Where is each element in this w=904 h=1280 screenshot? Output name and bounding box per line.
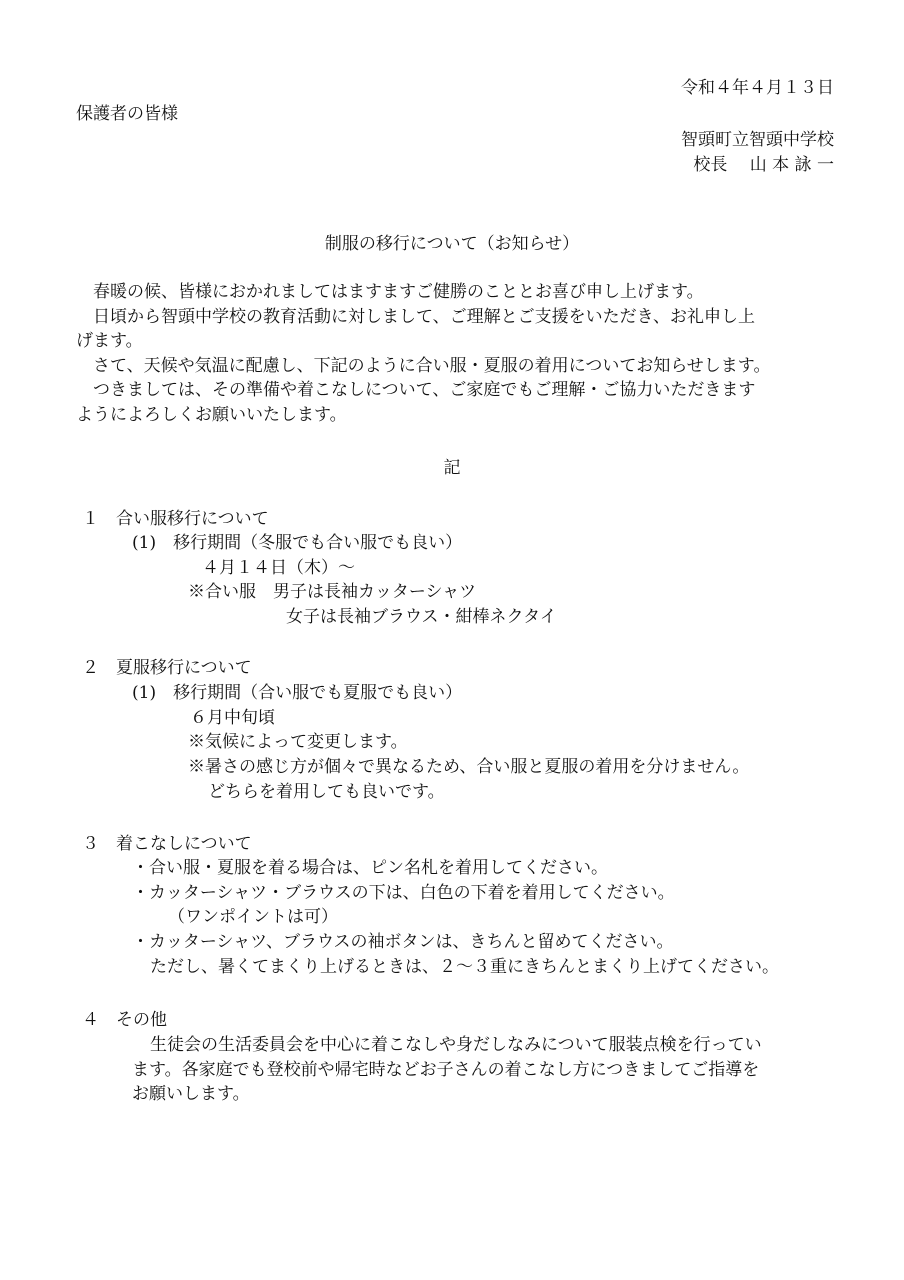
section-1-note-1: ※合い服 男子は長袖カッターシャツ (188, 582, 477, 602)
ki-heading: 記 (443, 458, 461, 478)
section-4-line-3: お願いします。 (132, 1084, 250, 1104)
section-1-heading: １ 合い服移行について (82, 509, 269, 529)
section-3-bullet-3-note: ただし、暑くてまくり上げるときは、２～３重にきちんとまくり上げてください。 (150, 957, 779, 977)
recipient: 保護者の皆様 (76, 104, 178, 124)
intro-line-1: 春暖の候、皆様におかれましてはますますご健勝のこととお喜び申し上げます。 (93, 282, 704, 302)
intro-line-3: げます。 (76, 331, 143, 351)
section-1-date: ４月１４日（木）～ (202, 558, 355, 578)
section-3-heading: ３ 着こなしについて (82, 834, 252, 854)
section-2-note-2: ※暑さの感じ方が個々で異なるため、合い服と夏服の着用を分けません。 (188, 757, 750, 777)
section-4-line-2: ます。各家庭でも登校前や帰宅時などお子さんの着こなし方につきましてご指導を (132, 1060, 760, 1080)
section-4-line-1: 生徒会の生活委員会を中心に着こなしや身だしなみについて服装点検を行ってい (150, 1035, 762, 1055)
document-title: 制服の移行について（お知らせ） (324, 234, 580, 254)
intro-line-2: 日頃から智頭中学校の教育活動に対しまして、ご理解とご支援をいただき、お礼申し上 (93, 307, 755, 327)
section-1-note-2: 女子は長袖ブラウス・紺棒ネクタイ (286, 607, 557, 627)
section-2-note-3: どちらを着用しても良いです。 (208, 782, 445, 802)
section-3-bullet-2: ・カッターシャツ・ブラウスの下は、白色の下着を着用してください。 (132, 883, 675, 903)
section-3-bullet-3: ・カッターシャツ、ブラウスの袖ボタンは、きちんと留めてください。 (132, 932, 674, 952)
section-3-bullet-2-note: （ワンポイントは可） (168, 907, 338, 927)
section-2-item: (1) 移行期間（合い服でも夏服でも良い） (132, 683, 463, 703)
section-2-note-1: ※気候によって変更します。 (188, 732, 408, 752)
letter-date: 令和４年４月１３日 (681, 78, 834, 98)
intro-line-6: ようによろしくお願いいたします。 (76, 405, 347, 425)
section-2-date: ６月中旬頃 (190, 708, 275, 728)
principal-name: 校長 山 本 詠 一 (693, 155, 834, 175)
section-4-heading: ４ その他 (82, 1010, 167, 1030)
section-1-item: (1) 移行期間（冬服でも合い服でも良い） (132, 533, 463, 553)
intro-line-4: さて、天候や気温に配慮し、下記のように合い服・夏服の着用についてお知らせします。 (93, 356, 771, 376)
section-2-heading: ２ 夏服移行について (82, 658, 252, 678)
section-3-bullet-1: ・合い服・夏服を着る場合は、ピン名札を着用してください。 (132, 858, 608, 878)
intro-line-5: つきましては、その準備や着こなしについて、ご家庭でもご理解・ご協力いただきます (93, 380, 756, 400)
school-name: 智頭町立智頭中学校 (681, 130, 834, 150)
